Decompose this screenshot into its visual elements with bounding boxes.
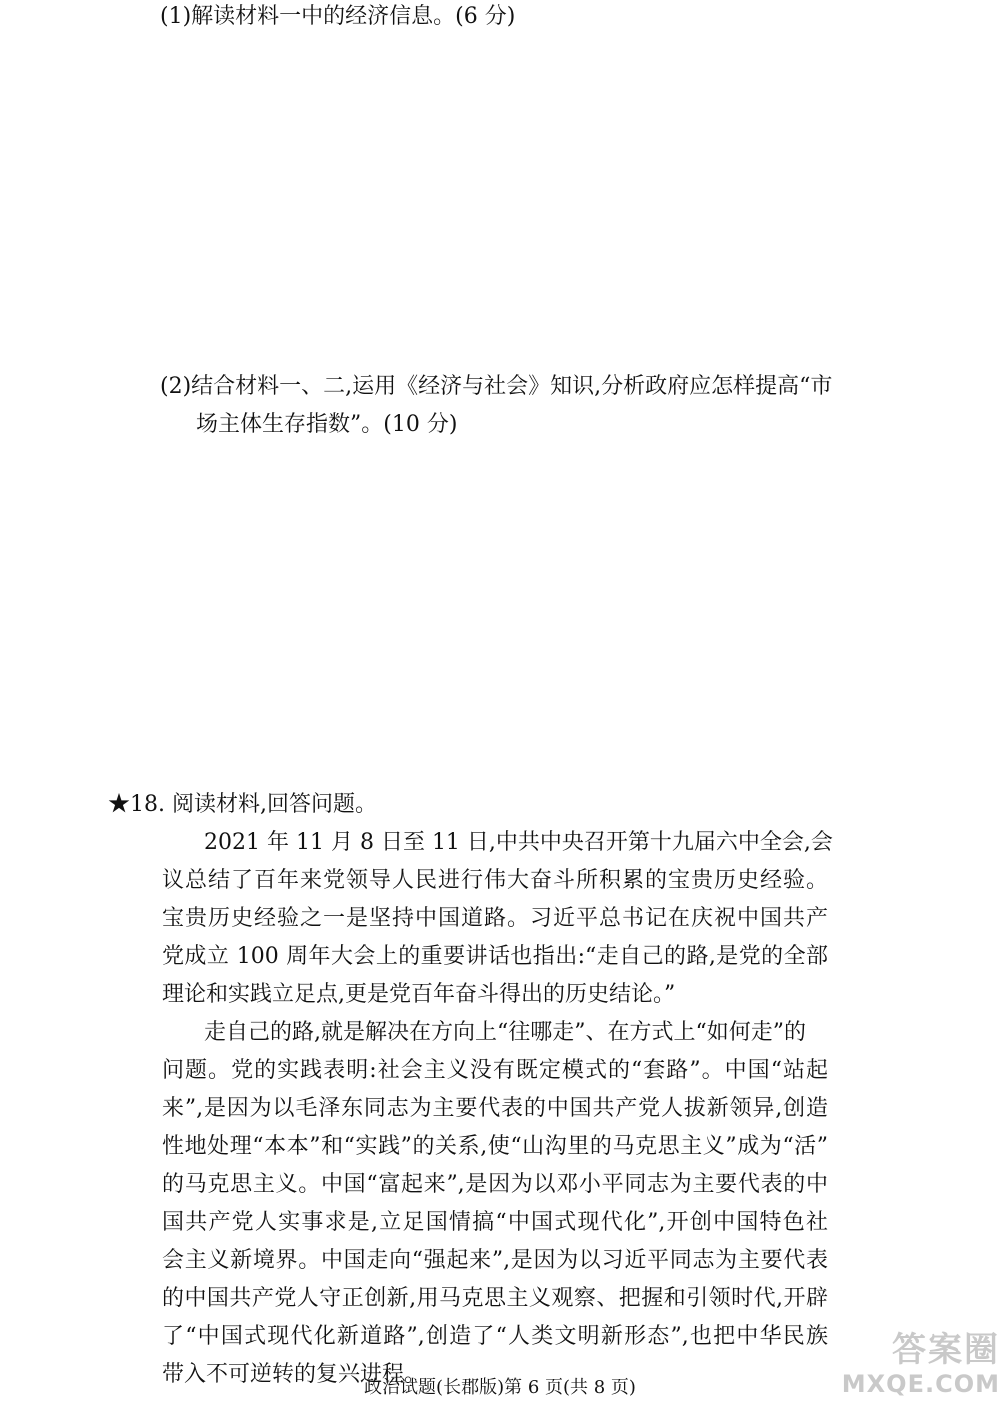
paragraph-line: 党成立 100 周年大会上的重要讲话也指出:“走自己的路,是党的全部 [162,944,828,969]
watermark-text-en: MXQE.COM [841,1370,1000,1398]
faint-watermark [371,610,504,710]
question-17-part-2-line-2: 场主体生存指数”。(10 分) [196,412,458,437]
paragraph-line: 议总结了百年来党领导人民进行伟大奋斗所积累的宝贵历史经验。 [162,868,828,893]
paragraph-line: 了“中国式现代化新道路”,创造了“人类文明新形态”,也把中华民族 [162,1324,828,1349]
paragraph-line: 国共产党人实事求是,立足国情搞“中国式现代化”,开创中国特色社 [162,1210,828,1235]
page-footer: 政治试题(长郡版)第 6 页(共 8 页) [364,1377,636,1398]
paragraph-line: 的马克思主义。中国“富起来”,是因为以邓小平同志为主要代表的中 [162,1172,828,1197]
question-17-part-2-line-1: (2)结合材料一、二,运用《经济与社会》知识,分析政府应怎样提高“市 [160,374,833,399]
paragraph-line: 宝贵历史经验之一是坚持中国道路。习近平总书记在庆祝中国共产 [162,906,828,931]
paragraph-line: 问题。党的实践表明:社会主义没有既定模式的“套路”。中国“站起 [162,1058,828,1083]
paragraph-line: 走自己的路,就是解决在方向上“往哪走”、在方式上“如何走”的 [204,1020,806,1045]
paragraph-line: 带入不可逆转的复兴进程。 [162,1362,427,1387]
paragraph-line: 的中国共产党人守正创新,用马克思主义观察、把握和引领时代,开辟 [162,1286,828,1311]
paragraph-line: 来”,是因为以毛泽东同志为主要代表的中国共产党人拔新领异,创造 [162,1096,828,1121]
question-18-title: ★18. 阅读材料,回答问题。 [108,792,377,817]
paragraph-line: 性地处理“本本”和“实践”的关系,使“山沟里的马克思主义”成为“活” [162,1134,828,1159]
question-17-part-1: (1)解读材料一中的经济信息。(6 分) [160,4,516,29]
paragraph-line: 2021 年 11 月 8 日至 11 日,中共中央召开第十九届六中全会,会 [204,830,833,855]
watermark-text-cn: 答案圈 [892,1330,1000,1370]
paragraph-line: 会主义新境界。中国走向“强起来”,是因为以习近平同志为主要代表 [162,1248,828,1273]
paragraph-line: 理论和实践立足点,更是党百年奋斗得出的历史结论。” [162,982,676,1007]
